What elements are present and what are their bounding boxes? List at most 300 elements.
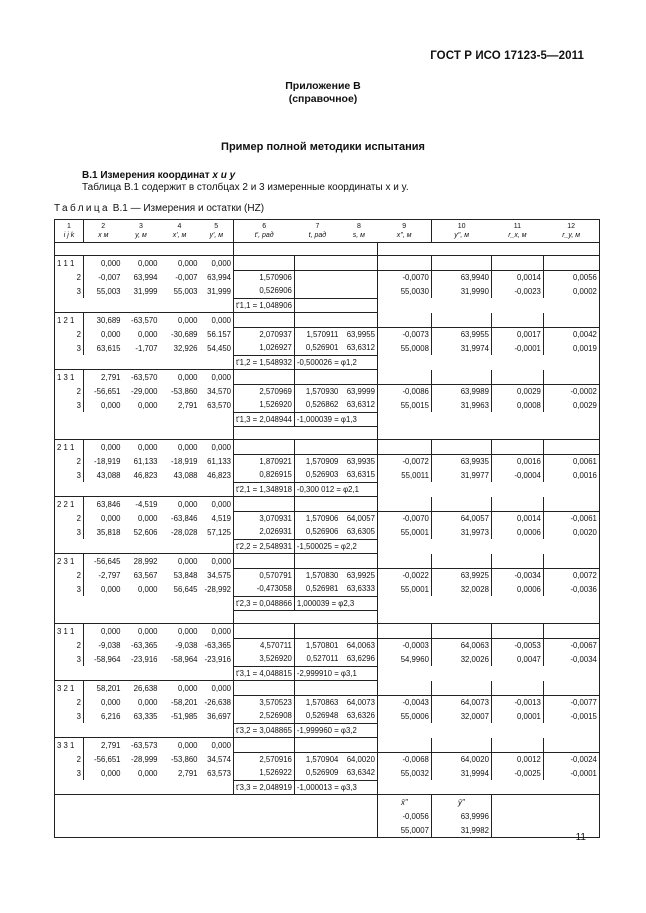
- table-cell: 0,526906: [305, 527, 339, 537]
- table-cell: 3: [55, 652, 84, 666]
- table-cell: 4,570711: [234, 638, 295, 652]
- table-cell: 0,0042: [543, 327, 599, 341]
- table-cell: 0,0017: [491, 327, 543, 341]
- table-cell: 32,0026: [431, 652, 491, 666]
- table-cell: 55,003: [173, 286, 198, 296]
- table-row: [55, 341, 600, 355]
- main-title: Пример полной методики испытания: [221, 141, 425, 153]
- table-cell: 1,570906: [305, 513, 339, 523]
- table-cell: [294, 554, 340, 569]
- table-row: [55, 398, 600, 412]
- table-row: [55, 270, 600, 284]
- table-cell: [340, 370, 377, 385]
- table-cell: 0,000: [100, 329, 121, 339]
- table-cell: 63,6305: [340, 525, 377, 539]
- summary-spacer: [55, 723, 234, 738]
- table-cell: 2: [55, 638, 84, 652]
- table-cell: 34,574: [200, 752, 234, 766]
- table-cell: 0,0008: [491, 398, 543, 412]
- table-summary-row: [55, 596, 600, 611]
- table-cell: 56,645: [173, 584, 198, 594]
- header-col-number: 3: [139, 223, 143, 230]
- table-cell: 31,9990: [431, 284, 491, 298]
- table-row: [55, 511, 600, 525]
- table-cell: [543, 313, 599, 328]
- means-row: [55, 823, 600, 838]
- table-cell: [234, 738, 295, 753]
- table-cell: 0,000: [160, 624, 200, 639]
- table-cell: 63,615: [96, 343, 121, 353]
- table-cell: 64,0020: [340, 752, 377, 766]
- table-cell: 64,0063: [431, 638, 491, 652]
- table-row: [55, 766, 600, 780]
- table-cell: 0,526981: [305, 584, 339, 594]
- table-cell: 2,070937: [234, 327, 295, 341]
- table-cell: 0,0047: [491, 652, 543, 666]
- summary-t-value: t'1,3 = 2,048944: [234, 412, 295, 427]
- table-cell: [491, 370, 543, 385]
- table-cell: [294, 738, 340, 753]
- means-spacer: [55, 823, 378, 838]
- header-col-label: i j k: [63, 232, 75, 239]
- table-cell: 2: [55, 454, 84, 468]
- table-cell: -0,0070: [377, 511, 431, 525]
- table-cell: [294, 624, 340, 639]
- table-cell: -28,028: [171, 527, 198, 537]
- header-col-number: 1: [67, 223, 71, 230]
- header-col-label: x'', м: [396, 232, 412, 239]
- table-cell: [234, 370, 295, 385]
- table-cell: [377, 554, 431, 569]
- table-cell: 0,000: [137, 584, 158, 594]
- table-cell: 55,0032: [377, 766, 431, 780]
- table-cell: 0,0072: [543, 568, 599, 582]
- table-cell: 63,6342: [340, 766, 377, 780]
- table-cell: [377, 313, 431, 328]
- table-cell: -0,007: [98, 272, 121, 282]
- table-cell: -0,0072: [377, 454, 431, 468]
- table-cell: -0,473058: [234, 582, 295, 596]
- table-cell: 0,0020: [543, 525, 599, 539]
- header-cell: [84, 220, 123, 243]
- means-row: [55, 795, 600, 810]
- table-cell: 0,000: [100, 513, 121, 523]
- header-col-number: 9: [402, 223, 407, 230]
- table-cell: 2 3 1: [55, 554, 84, 569]
- table-cell: 55,0001: [377, 582, 431, 596]
- table-cell: -0,0034: [491, 568, 543, 582]
- table-summary-row: [55, 482, 600, 497]
- table-cell: [431, 497, 491, 512]
- table-summary-row: [55, 298, 600, 313]
- table-cell: 1 2 1: [55, 313, 84, 328]
- appendix-title: Приложение В: [285, 80, 361, 92]
- table-cell: [377, 256, 431, 271]
- table-cell: 43,088: [173, 470, 198, 480]
- table-row: [55, 468, 600, 482]
- table-cell: [543, 681, 599, 696]
- table-cell: 0,526862: [305, 400, 339, 410]
- table-row: [55, 454, 600, 468]
- summary-spacer: [377, 412, 599, 427]
- table-cell: 64,0073: [340, 695, 377, 709]
- table-cell: 0,000: [100, 697, 121, 707]
- table-cell: 0,0061: [543, 454, 599, 468]
- table-cell: 63,6315: [340, 468, 377, 482]
- table-cell: 63,6296: [340, 652, 377, 666]
- table-cell: 63,9940: [431, 270, 491, 284]
- means-x-value: 55,0007: [377, 823, 431, 838]
- table-cell: 0,0001: [491, 709, 543, 723]
- table-cell: -4,519: [123, 497, 160, 512]
- table-cell: [340, 497, 377, 512]
- table-cell: 54,450: [200, 341, 234, 355]
- table-row: [55, 681, 600, 696]
- summary-spacer: [55, 298, 234, 313]
- table-row: [55, 440, 600, 455]
- header-col-number: 8: [356, 223, 361, 230]
- header-col-number: 2: [101, 223, 106, 230]
- page-number: 11: [575, 832, 586, 843]
- summary-phi-value: -0,500026 = φ1,2: [294, 355, 377, 370]
- table-cell: [377, 738, 431, 753]
- table-gap-row: [55, 243, 600, 256]
- table-cell: -0,0086: [377, 384, 431, 398]
- table-cell: 64,0020: [431, 752, 491, 766]
- header-col-label: s, м: [352, 232, 365, 239]
- table-header-row: [55, 220, 600, 243]
- summary-spacer: [377, 298, 599, 313]
- table-cell: [543, 497, 599, 512]
- table-cell: [491, 440, 543, 455]
- table-cell: 2,570916: [234, 752, 295, 766]
- table-cell: -63,846: [171, 513, 198, 523]
- table-cell: [294, 256, 340, 271]
- table-cell: 53,848: [173, 570, 198, 580]
- table-cell: [543, 256, 599, 271]
- table-cell: 0,000: [200, 313, 234, 328]
- table-cell: 34,570: [200, 384, 234, 398]
- table-cell: 2: [55, 568, 84, 582]
- table-cell: 52,606: [133, 527, 158, 537]
- table-cell: -0,0053: [491, 638, 543, 652]
- means-x-value: x̄'': [377, 795, 431, 810]
- table-cell: 1,570904: [305, 754, 339, 764]
- table-cell: [294, 440, 340, 455]
- table-cell: [234, 497, 295, 512]
- table-cell: 0,000: [160, 440, 200, 455]
- table-cell: 63,9935: [431, 454, 491, 468]
- table-cell: 31,9963: [431, 398, 491, 412]
- table-cell: 0,0019: [543, 341, 599, 355]
- table-cell: 1,526920: [234, 398, 295, 412]
- table-caption: [54, 203, 264, 214]
- table-cell: 0,0006: [491, 582, 543, 596]
- table-cell: 54,9960: [377, 652, 431, 666]
- table-cell: 3: [55, 398, 84, 412]
- table-cell: 46,823: [200, 468, 234, 482]
- table-cell: [431, 370, 491, 385]
- table-cell: [431, 256, 491, 271]
- table-cell: -53,860: [171, 754, 198, 764]
- table-row: [55, 554, 600, 569]
- table-cell: -18,919: [171, 456, 198, 466]
- table-cell: [340, 624, 377, 639]
- table-cell: 1,870921: [234, 454, 295, 468]
- table-cell: -63,573: [123, 738, 160, 753]
- table-cell: -56,645: [84, 554, 123, 569]
- gap-cell: [377, 427, 599, 440]
- table-cell: 0,000: [200, 256, 234, 271]
- table-cell: 63,9955: [431, 327, 491, 341]
- table-cell: 64,0057: [340, 511, 377, 525]
- header-col-label: y', м: [209, 232, 224, 239]
- table-cell: -18,919: [94, 456, 121, 466]
- table-cell: 0,000: [160, 370, 200, 385]
- table-cell: 2: [55, 327, 84, 341]
- header-col-label: y, м: [135, 232, 147, 239]
- header-cell: [200, 220, 234, 243]
- table-cell: 63,9935: [340, 454, 377, 468]
- header-col-number: 6: [262, 223, 267, 230]
- table-gap-row: [55, 427, 600, 440]
- means-row: [55, 809, 600, 823]
- summary-phi-value: [294, 298, 377, 313]
- table-cell: 1,570911: [306, 329, 339, 339]
- table-cell: 3: [55, 709, 84, 723]
- means-spacer: [55, 795, 378, 810]
- table-cell: 1,570906: [234, 270, 295, 284]
- table-row: [55, 313, 600, 328]
- header-cell: [234, 220, 295, 243]
- table-cell: -28,999: [131, 754, 158, 764]
- table-cell: [340, 440, 377, 455]
- table-cell: [294, 313, 340, 328]
- table-cell: 0,570791: [234, 568, 295, 582]
- header-col-label: t', рад: [254, 232, 274, 239]
- table-cell: 0,527011: [306, 654, 339, 664]
- summary-phi-value: -2,999910 = φ3,1: [294, 666, 377, 681]
- table-cell: [431, 440, 491, 455]
- table-row: [55, 738, 600, 753]
- table-cell: [340, 256, 377, 271]
- table-cell: 3,526920: [234, 652, 295, 666]
- table-cell: 1,570801: [305, 640, 339, 650]
- table-cell: 2: [55, 752, 84, 766]
- table-row: [55, 284, 600, 298]
- summary-phi-value: -1,999960 = φ3,2: [294, 723, 377, 738]
- table-cell: 0,000: [200, 681, 234, 696]
- table-summary-row: [55, 780, 600, 795]
- summary-spacer: [377, 596, 599, 611]
- table-cell: -0,0015: [543, 709, 599, 723]
- gap-cell: [377, 611, 599, 624]
- table-cell: 0,000: [123, 440, 160, 455]
- table-cell: 32,0007: [431, 709, 491, 723]
- header-cell: [123, 220, 160, 243]
- table-cell: -63,365: [200, 638, 234, 652]
- table-cell: 31,9977: [431, 468, 491, 482]
- table-cell: 58,201: [84, 681, 123, 696]
- table-cell: -9,038: [175, 640, 198, 650]
- table-cell: 63,567: [133, 570, 158, 580]
- summary-spacer: [377, 539, 599, 554]
- table-cell: 4,519: [200, 511, 234, 525]
- table-summary-row: [55, 723, 600, 738]
- table-cell: 55,0030: [377, 284, 431, 298]
- table-cell: 6,216: [100, 711, 121, 721]
- table-cell: 0,526901: [305, 343, 339, 353]
- table-cell: 0,000: [100, 768, 121, 778]
- table-cell: 0,000: [200, 738, 234, 753]
- table-cell: [294, 681, 340, 696]
- table-cell: [340, 738, 377, 753]
- summary-t-value: t'1,2 = 1,548932: [234, 355, 295, 370]
- table-caption-rest: В.1 — Измерения и остатки (HZ): [112, 203, 265, 214]
- table-cell: -0,0073: [377, 327, 431, 341]
- header-col-number: 10: [457, 223, 466, 230]
- section-heading-text: В.1 Измерения координат: [82, 170, 210, 181]
- table-cell: [377, 370, 431, 385]
- table-cell: 2,791: [84, 370, 123, 385]
- gap-cell: [55, 427, 234, 440]
- summary-spacer: [55, 539, 234, 554]
- table-cell: 2,570969: [234, 384, 295, 398]
- table-summary-row: [55, 539, 600, 554]
- summary-phi-value: -1,000039 = φ1,3: [294, 412, 377, 427]
- header-col-label: y'', м: [454, 232, 470, 239]
- table-caption-word: Таблица: [54, 203, 111, 214]
- table-cell: 46,823: [133, 470, 158, 480]
- table-cell: 63,994: [200, 270, 234, 284]
- table-cell: -63,365: [131, 640, 158, 650]
- table-cell: 0,0012: [491, 752, 543, 766]
- table-cell: [491, 681, 543, 696]
- table-cell: -0,0003: [377, 638, 431, 652]
- table-gap-row: [55, 611, 600, 624]
- means-spacer: [55, 809, 378, 823]
- table-cell: [234, 256, 295, 271]
- means-y-value: ȳ'': [431, 795, 491, 810]
- table-cell: 3 1 1: [55, 624, 84, 639]
- summary-t-value: t'2,1 = 1,348918: [234, 482, 295, 497]
- table-cell: 57,125: [200, 525, 234, 539]
- table-cell: 1 1 1: [55, 256, 84, 271]
- table-cell: -58,964: [94, 654, 121, 664]
- table-cell: -0,0002: [543, 384, 599, 398]
- table-cell: 1,026927: [234, 341, 295, 355]
- table-cell: 2: [55, 270, 84, 284]
- table-cell: 2 1 1: [55, 440, 84, 455]
- table-cell: 0,000: [84, 440, 123, 455]
- gap-cell: [234, 611, 378, 624]
- table-cell: -29,000: [131, 386, 158, 396]
- table-row: [55, 568, 600, 582]
- table-cell: -0,007: [175, 272, 198, 282]
- header-col-number: 11: [513, 223, 522, 230]
- table-cell: 3: [55, 341, 84, 355]
- table-cell: 1,570830: [305, 570, 339, 580]
- table-cell: [340, 270, 377, 284]
- table-cell: [491, 497, 543, 512]
- table-cell: 61,133: [133, 456, 158, 466]
- table-cell: 63,9925: [431, 568, 491, 582]
- table-cell: 2,526908: [234, 709, 295, 723]
- table-cell: 3,570523: [234, 695, 295, 709]
- summary-spacer: [377, 355, 599, 370]
- table-cell: -0,0024: [543, 752, 599, 766]
- table-cell: -53,860: [171, 386, 198, 396]
- table-cell: -51,985: [171, 711, 198, 721]
- table-cell: 0,0006: [491, 525, 543, 539]
- table-cell: 2,791: [84, 738, 123, 753]
- table-cell: 0,000: [84, 624, 123, 639]
- table-row: [55, 327, 600, 341]
- table-cell: 0,000: [160, 681, 200, 696]
- table-row: [55, 582, 600, 596]
- table-cell: 63,6326: [340, 709, 377, 723]
- summary-spacer: [55, 482, 234, 497]
- table-cell: -0,0068: [377, 752, 431, 766]
- table-cell: 0,0029: [491, 384, 543, 398]
- table-cell: 0,000: [160, 554, 200, 569]
- gap-cell: [377, 243, 599, 256]
- table-cell: 3: [55, 525, 84, 539]
- table-row: [55, 652, 600, 666]
- header-col-number: 12: [567, 223, 576, 230]
- table-row: [55, 370, 600, 385]
- header-col-number: 5: [214, 223, 219, 230]
- table-cell: -28,992: [200, 582, 234, 596]
- table-cell: -0,0004: [491, 468, 543, 482]
- table-cell: 0,000: [100, 400, 121, 410]
- table-cell: 0,0014: [491, 511, 543, 525]
- table-cell: 3,070931: [234, 511, 295, 525]
- table-cell: 0,000: [137, 513, 158, 523]
- table-cell: 35,818: [96, 527, 121, 537]
- header-cell: [294, 220, 340, 243]
- table-cell: -0,0023: [491, 284, 543, 298]
- gap-cell: [55, 611, 234, 624]
- table-cell: 63,573: [200, 766, 234, 780]
- table-cell: 1,570863: [305, 697, 339, 707]
- table-cell: [491, 624, 543, 639]
- summary-spacer: [55, 355, 234, 370]
- table-cell: 0,000: [200, 554, 234, 569]
- table-cell: 34,575: [200, 568, 234, 582]
- gap-cell: [234, 243, 378, 256]
- table-cell: -9,038: [98, 640, 121, 650]
- table-cell: 28,992: [123, 554, 160, 569]
- header-col-number: 4: [177, 223, 182, 230]
- table-cell: 2 2 1: [55, 497, 84, 512]
- table-cell: 63,6312: [340, 341, 377, 355]
- table-cell: 0,000: [137, 400, 158, 410]
- table-cell: 3 2 1: [55, 681, 84, 696]
- table-summary-row: [55, 412, 600, 427]
- table-cell: [234, 681, 295, 696]
- table-cell: [377, 624, 431, 639]
- table-cell: 55,0006: [377, 709, 431, 723]
- header-col-label: r_y, м: [562, 232, 581, 239]
- means-spacer: [491, 795, 599, 810]
- table-cell: 63,846: [84, 497, 123, 512]
- table-row: [55, 638, 600, 652]
- table-cell: -63,570: [123, 370, 160, 385]
- header-col-label: r_x, м: [508, 232, 527, 239]
- header-cell: [431, 220, 491, 243]
- table-cell: 55,0008: [377, 341, 431, 355]
